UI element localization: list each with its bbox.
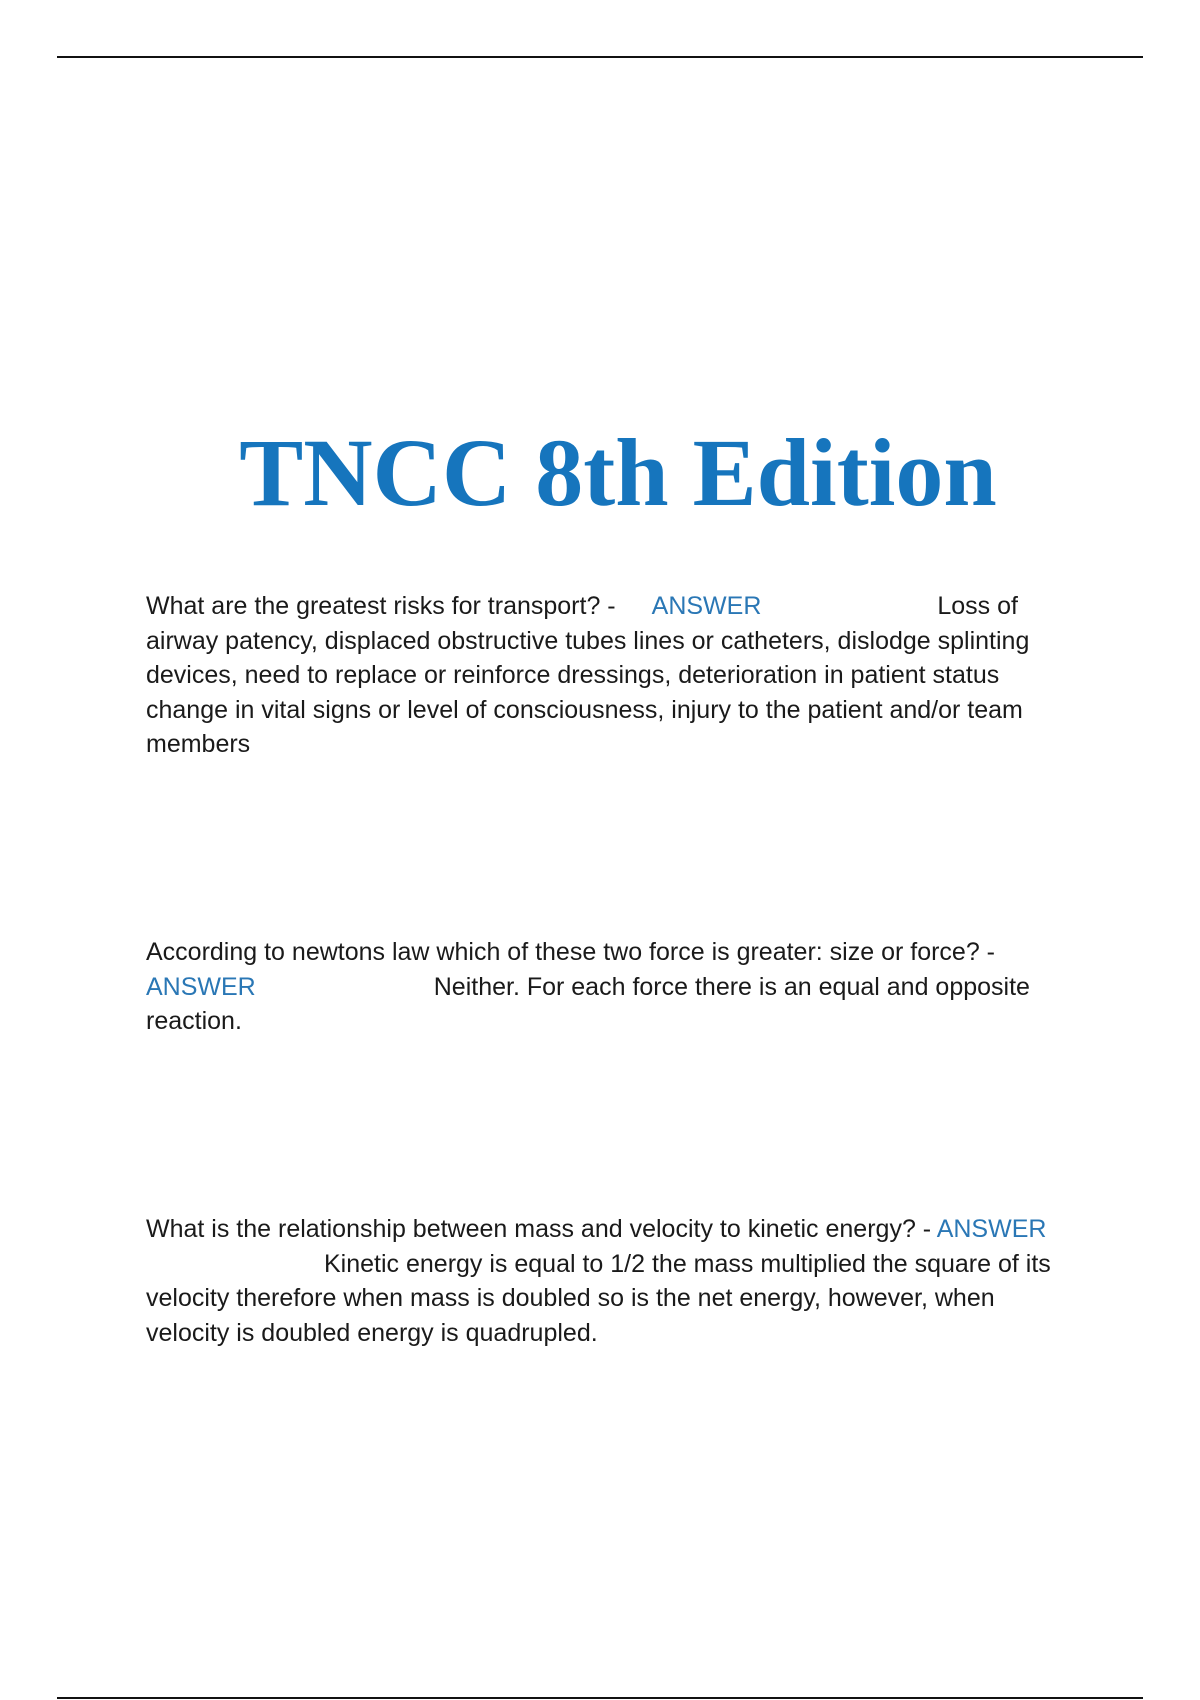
answer-text: Kinetic energy is equal to 1/2 the mass multiplied the square of its velocity therefore when mass is doubled so is the net energy, however, when velocity is doubled energy is quadrupled.: [146, 1249, 1051, 1347]
question-text: What are the greatest risks for transport? -: [146, 592, 616, 620]
document-title: TNCC 8th Edition: [239, 419, 997, 526]
answer-text: Loss of airway patency, displaced obstructive tubes lines or catheters, dislodge splinting devices, need to replace or reinforce dressings, deterioration in patient status change in vital signs or level of consciousness, injury to the patient and/or team members: [146, 592, 1030, 758]
qa-item-newtons-law: [146, 935, 1076, 1039]
qa-item-kinetic-energy: [146, 1212, 1076, 1350]
question-text: According to newtons law which of these two force is greater: size or force? -: [146, 938, 995, 966]
answer-label: ANSWER: [936, 1215, 1047, 1243]
top-rule: [57, 56, 1143, 58]
question-text: What is the relationship between mass and velocity to kinetic energy? -: [146, 1215, 932, 1243]
bottom-rule: [57, 1697, 1143, 1699]
qa-item-transport-risks: [146, 589, 1076, 762]
answer-text: Neither. For each force there is an equal and opposite reaction.: [146, 972, 1030, 1035]
answer-label: ANSWER: [146, 972, 256, 1001]
answer-label: ANSWER: [651, 592, 762, 620]
